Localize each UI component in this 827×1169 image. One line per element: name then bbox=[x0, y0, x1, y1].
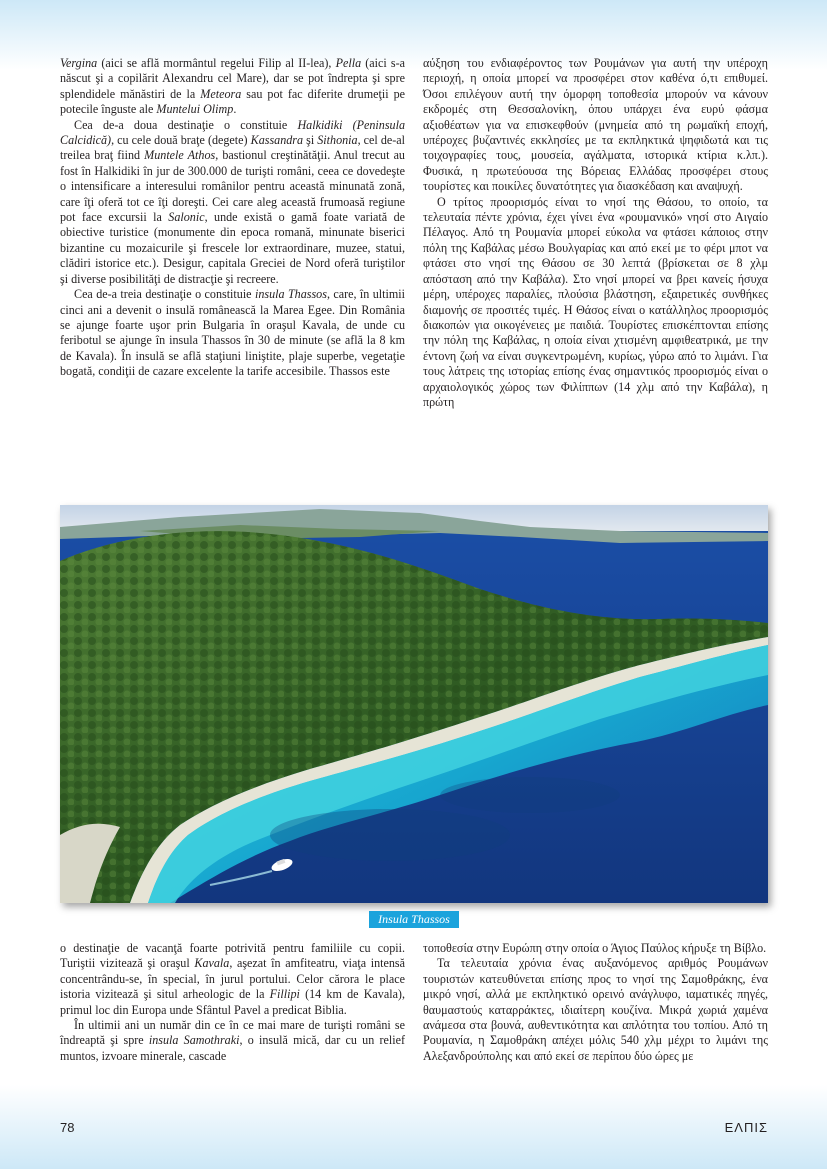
paragraph: o destinaţie de vacanţă foarte potrivită pentru familiile cu copii. Turiştii vizitează şi oraşul Kavala, aşezat în amfiteatru, viaţa intensă concentrându-se, în special, în jurul portului. Celor cărora le place istoria vizitează şi situl arheologic de la Fillipi (14 km de Kavala), primul loc din Europa unde Sfântul Pavel a predicat Biblia. bbox=[60, 941, 405, 1017]
paragraph: În ultimii ani un număr din ce în ce mai mare de turişti români se îndreaptă şi spre insula Samothraki, o insulă mică, dar cu un relief muntos, izvoare minerale, cascade bbox=[60, 1018, 405, 1063]
paragraph: Cea de-a doua destinaţie o constituie Halkidiki (Peninsula Calcidică), cu cele două braţe (degete) Kassandra şi Sithonia, cel de-al treilea braţ fiind Muntele Athos, bastionul creştinătăţii. Anul trecut au fost în Halkidiki în jur de 300.000 de turişti români, ceea ce dovedeşte o intensificare a interesului românilor pentru această minunată zonă, care îţi oferă tot ce îţi doreşti. Cei care aleg această frumoasă regiune pot face excursii la Salonic, unde există o gamă foate variată de obiective turistice (monumente din epoca romană, minunate biserici bizantine cu mozaicurile şi frescele lor extraordinare, muzee, statui, clădiri istorice etc.). Desigur, capitala Greciei de Nord oferă turiştilor şi diverse posibilităţi de distracţie şi recreere. bbox=[60, 117, 405, 286]
column-greek-top bbox=[423, 56, 768, 410]
column-romanian-top bbox=[60, 56, 405, 380]
paragraph: αύξηση του ενδιαφέροντος των Ρουμάνων για αυτή την υπέροχη περιοχή, η οποία μπορεί να προσφέρει στον καθένα ό,τι επιθυμεί. Όσοι επιλέγουν αυτή την όμορφη τοποθεσία μπορούν να κάνουν εκδρομές στη Θεσσαλονίκη, όπου υπάρχει ένα ευρύ φάσμα αξιοθέατων για να επισκεφθούν (μνημεία από τη ρωμαϊκή εποχή, υπέροχες βυζαντινές εκκλησίες με τα εκπληκτικά ψηφιδωτά και τις τοιχογραφίες τους, μουσεία, αγάλματα, ιστορικά κτίρια κ.λπ.). Φυσικά, η πρωτεύουσα της Βόρειας Ελλάδας προσφέρει στους τουρίστες και ποικίλες δυνατότητες για διασκέδαση και αναψυχή. bbox=[423, 56, 768, 194]
paragraph: Τα τελευταία χρόνια ένας αυξανόμενος αριθμός Ρουμάνων τουριστών κατευθύνεται επίσης προς το νησί της Σαμοθράκης, ένα μικρό νησί, αλλά με εκπληκτικό ορεινό ανάγλυφο, ιαματικές πηγές, θαυμαστούς καταρράκτες, ιδιαίτερη κουζίνα. Μικρά χωριά χαμένα ανάμεσα στα βουνά, αυθεντικότητα και απλότητα του τοπίου. Από τη Ρουμανία, η Σαμοθράκη απέχει μόλις 540 χλμ μέχρι το λιμάνι της Αλεξανδρούπολης και από εκεί σε περίπου δύο ώρες με bbox=[423, 956, 768, 1063]
paragraph: Ο τρίτος προορισμός είναι το νησί της Θάσου, το οποίο, τα τελευταία πέντε χρόνια, έχει γίνει ένα «ρουμανικό» νησί στο Αιγαίο Πέλαγος. Από τη Ρουμανία μπορεί εύκολα να φτάσει κάποιος στην πόλη της Καβάλας μέσω Βουλγαρίας και από εκεί με το φέρι μποτ να φτάσει στο νησί της Θάσου σε 30 λεπτά (βρίσκεται σε 8 χλμ απόσταση από την Καβάλα). Στο νησί μπορεί να βρει κανείς ήσυχα μέρη, υπέροχες παραλίες, πλούσια βλάστηση, εξαιρετικές συνθήκες διαμονής σε προσιτές τιμές. Η Θάσος είναι ο κατάλληλος προορισμός διακοπών για οικογένειες με παιδιά. Τουρίστες επισκέπτονται επίσης την πόλη της Καβάλας, η οποία είναι χτισμένη αμφιθεατρικά, με την έντονη ζωή να είναι συγκεντρωμένη, κυρίως, γύρω από το λιμάνι. Για τους λάτρεις της ιστορίας επίσης ένας σημαντικός προορισμός είναι ο αρχαιολογικός χώρος των Φιλίππων (14 χλμ από την Καβάλα), η πρώτη bbox=[423, 194, 768, 409]
paragraph: Cea de-a treia destinaţie o constituie insula Thassos, care, în ultimii cinci ani a devenit o insulă românească la Marea Egee. Din România se ajunge foarte uşor prin Bulgaria în oraşul Kavala, de unde cu feribotul se ajunge în insula Thassos în 30 de minute (se află la 8 km de Kavala). În insulă se află staţiuni liniştite, plaje superbe, vegetaţie bogată, condiţii de cazare excelente la tarife accesibile. Thassos este bbox=[60, 287, 405, 379]
photo-caption: Insula Thassos bbox=[369, 911, 459, 928]
thassos-photo bbox=[60, 505, 768, 903]
page-bottom-gradient bbox=[0, 1085, 827, 1169]
page-number: 78 bbox=[60, 1120, 75, 1135]
column-romanian-bottom bbox=[60, 941, 405, 1064]
paragraph: Vergina (aici se află mormântul regelui Filip al II-lea), Pella (aici s-a născut şi a copilărit Alexandru cel Mare), dar se pot îndrepta şi spre splendidele mănăstiri de la Meteora sau pot fac diferite drumeţii pe potecile înguste ale Muntelui Olimp. bbox=[60, 56, 405, 117]
column-greek-bottom bbox=[423, 941, 768, 1064]
magazine-name: ΕΛΠΙΣ bbox=[724, 1120, 768, 1135]
paragraph: τοποθεσία στην Ευρώπη στην οποία ο Άγιος Παύλος κήρυξε τη Βίβλο. bbox=[423, 941, 767, 955]
